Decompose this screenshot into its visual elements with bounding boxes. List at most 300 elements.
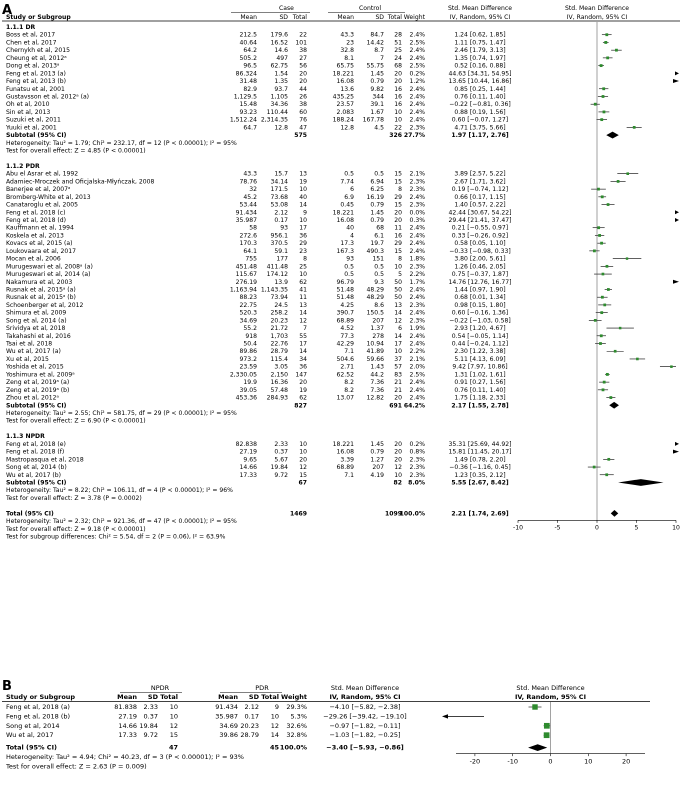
npdr-sd: 0.37 [143, 712, 158, 721]
point-estimate [601, 296, 604, 299]
control-mean: 68.89 [336, 464, 354, 472]
case-sd: 177 [276, 255, 288, 263]
effect-ci: 1.44 [0.97, 1.90] [454, 286, 506, 294]
weight: 2.3% [409, 317, 425, 325]
control-total: 57 [394, 363, 402, 371]
control-total: 15 [394, 247, 402, 255]
pdr-mean: 35.987 [215, 712, 238, 721]
case-sd: 258.2 [270, 309, 288, 317]
control-total: 8 [398, 255, 402, 263]
case-mean: 96.5 [243, 62, 257, 70]
weight: 2.4% [409, 394, 425, 402]
header-pdr: PDR [255, 684, 269, 692]
case-total: 20 [299, 78, 307, 86]
pdr-mean: 34.69 [219, 721, 238, 730]
control-total: 20 [394, 394, 402, 402]
case-mean: 35.987 [235, 217, 257, 224]
case-sd: 370.5 [270, 240, 288, 248]
point-estimate [603, 381, 606, 384]
control-total: 16 [394, 232, 402, 240]
study-name: Zhou et al, 2012ᵃ [6, 394, 59, 402]
study-name: Feng et al, 2018 (a) [6, 703, 70, 711]
case-total: 62 [299, 278, 307, 286]
point-estimate [614, 350, 617, 353]
weight: 29.3% [286, 703, 307, 711]
study-name: Yoshida et al, 2015 [6, 363, 64, 371]
case-total: 19 [299, 386, 307, 394]
point-estimate [544, 723, 550, 729]
heterogeneity-text: Heterogeneity: Tau² = 2.55; Chi² = 581.75, df = 29 (P < 0.00001); I² = 95% [6, 410, 237, 417]
case-sd: 2.33 [274, 440, 288, 448]
subtotal-ci: 5.55 [2.67, 8.42] [451, 479, 509, 487]
ci-arrow [675, 71, 679, 75]
control-sd: 1.67 [370, 108, 384, 116]
case-total: 14 [299, 201, 307, 209]
weight: 2.4% [409, 31, 425, 39]
npdr-total: 15 [169, 731, 178, 740]
effect-ci: −4.10 [−5.82, −2.38] [329, 703, 401, 711]
study-name: Nakamura et al, 2003 [6, 278, 73, 286]
control-sd: 8.7 [374, 47, 384, 55]
study-name: Suzuki et al, 2011 [6, 116, 61, 124]
subtotal-control-total: 326 [389, 132, 402, 140]
study-name: Song et al, 2014 (a) [6, 317, 67, 325]
case-mean: 170.3 [239, 240, 257, 248]
case-total: 20 [299, 379, 307, 387]
case-mean: 1,129.5 [233, 93, 257, 101]
subgroup-title: 1.1.1 DR [6, 24, 36, 31]
effect-ci: 0.33 [−0.26, 0.92] [451, 232, 509, 240]
study-name: Loukovaara et al, 2017 [6, 247, 77, 255]
control-mean: 51.48 [336, 294, 354, 302]
control-mean: 504.6 [336, 355, 354, 363]
control-sd: 344 [372, 93, 384, 101]
pdr-sd: 20.23 [240, 721, 259, 730]
weight: 1.8% [409, 255, 425, 263]
control-mean: 16.08 [336, 448, 354, 456]
weight: 32.6% [286, 721, 307, 730]
effect-ci: 13.65 [10.44, 16.86] [448, 78, 512, 86]
study-name: Bromberg-White et al, 2013 [6, 193, 91, 201]
npdr-sd: 9.72 [143, 731, 158, 740]
case-mean: 22.75 [239, 301, 257, 309]
point-estimate [594, 103, 597, 106]
case-total: 10 [299, 217, 307, 224]
effect-ci: 44.63 [34.31, 54.95] [448, 70, 512, 78]
npdr-mean: 81.838 [114, 703, 137, 711]
total-diamond-b [528, 744, 547, 751]
study-name: Mastropasqua et al, 2018 [6, 456, 84, 464]
case-mean: 91.434 [235, 209, 257, 217]
study-name: Feng et al, 2018 (d) [6, 217, 67, 224]
pdr-sd: 2.12 [244, 703, 259, 711]
subtotal-case-total: 67 [298, 479, 307, 487]
point-estimate [602, 87, 605, 90]
control-total: 10 [394, 108, 402, 116]
case-total: 25 [299, 263, 307, 271]
control-total: 68 [394, 62, 402, 70]
study-name: Tsai et al, 2018 [6, 340, 53, 348]
control-mean: 51.48 [336, 286, 354, 294]
control-mean: 0.5 [344, 271, 354, 279]
case-mean: 93.23 [239, 108, 257, 116]
case-total: 20 [299, 456, 307, 464]
control-total: 12 [394, 317, 402, 325]
control-total: 50 [394, 286, 402, 294]
effect-ci: −1.03 [−1.82, −0.25] [329, 731, 401, 740]
effect-ci: 0.76 [0.11, 1.40] [454, 93, 506, 101]
control-total: 20 [394, 456, 402, 464]
x-tick-label-b: 20 [621, 757, 631, 766]
study-name: Yoshimura et al, 2009ᵃ [6, 371, 75, 379]
control-sd: 7.36 [370, 386, 384, 394]
point-estimate [615, 49, 618, 52]
control-total: 15 [394, 178, 402, 186]
point-estimate [598, 234, 601, 237]
total-ci: 2.21 [1.74, 2.69] [451, 510, 509, 518]
case-sd: 28.79 [270, 348, 288, 356]
weight: 2.3% [409, 186, 425, 194]
case-mean: 2,330.05 [229, 371, 257, 379]
weight: 2.3% [409, 456, 425, 464]
control-sd: 0.79 [370, 78, 384, 86]
point-estimate [602, 95, 605, 98]
point-estimate [607, 203, 610, 206]
case-mean: 34.69 [239, 317, 257, 325]
study-name: Funatsu et al, 2001 [6, 85, 65, 93]
weight: 0.8% [409, 448, 425, 456]
case-sd: 34.36 [270, 101, 288, 109]
heterogeneity-text: Heterogeneity: Tau² = 1.79; Chi² = 232.17, df = 12 (P < 0.00001); I² = 95% [6, 139, 237, 147]
case-total: 10 [299, 440, 307, 448]
header-sd-pdr: SD [248, 693, 259, 701]
control-total: 37 [394, 355, 402, 363]
weight: 2.4% [409, 193, 425, 201]
study-name: Feng et al, 2018 (e) [6, 440, 66, 448]
study-name: Banerjee et al, 2007ᵃ [6, 186, 71, 194]
case-sd: 497 [276, 54, 288, 62]
footer-text-b: Test for overall effect: Z = 2.63 (P = 0.009) [6, 762, 147, 771]
control-mean: 65.75 [336, 62, 354, 70]
weight: 2.4% [409, 340, 425, 348]
effect-ci: 42.44 [30.67, 54.22] [448, 209, 512, 217]
weight: 2.1% [409, 355, 425, 363]
case-mean: 58 [249, 224, 257, 232]
ci-arrow [673, 79, 679, 83]
control-mean: 17.3 [340, 240, 354, 248]
control-mean: 23.57 [336, 101, 354, 109]
effect-ci: 2.93 [1.20, 4.67] [454, 325, 506, 333]
case-total: 17 [299, 340, 307, 348]
pdr-total: 12 [270, 721, 279, 730]
effect-ci: 0.66 [0.17, 1.15] [454, 193, 506, 201]
point-estimate [600, 118, 603, 121]
case-mean: 64.1 [243, 247, 257, 255]
control-total: 16 [394, 93, 402, 101]
npdr-mean: 17.33 [118, 731, 137, 740]
control-sd: 0.5 [374, 170, 384, 178]
control-total: 20 [394, 70, 402, 78]
weight: 0.2% [409, 440, 425, 448]
case-sd: 13.9 [274, 278, 288, 286]
case-total: 13 [299, 301, 307, 309]
case-total: 8 [303, 255, 307, 263]
case-sd: 171.5 [270, 186, 288, 194]
effect-ci: 1.26 [0.46, 2.05] [454, 263, 506, 271]
pdr-total: 9 [274, 703, 279, 711]
effect-ci: 0.98 [0.15, 1.80] [454, 301, 506, 309]
x-tick-label: 5 [634, 524, 639, 532]
ci-arrow [675, 218, 679, 222]
control-mean: 4.25 [340, 301, 354, 309]
subtotal-label: Subtotal (95% CI) [6, 132, 67, 140]
case-sd: 34.14 [270, 178, 288, 186]
header-control: Control [359, 5, 382, 12]
effect-ci: 0.76 [0.11, 1.40] [454, 386, 506, 394]
point-estimate [594, 319, 597, 322]
weight: 2.2% [409, 348, 425, 356]
header-study: Study or Subgroup [6, 14, 71, 21]
study-name: Murugeswari et al, 2008ᵃ (a) [6, 263, 93, 271]
point-estimate [633, 126, 636, 129]
header-ci-plot: IV, Random, 95% CI [566, 14, 628, 21]
pdr-sd: 0.17 [244, 712, 259, 721]
weight: 2.1% [409, 170, 425, 178]
header-sd-control: SD [375, 14, 384, 21]
total-case: 1469 [290, 510, 307, 518]
control-sd: 55.75 [366, 62, 384, 70]
study-name: Srividya et al, 2018 [6, 325, 66, 333]
case-total: 14 [299, 348, 307, 356]
study-name: Song et al, 2014 (b) [6, 464, 67, 472]
study-name: Sin et al, 2013 [6, 108, 51, 116]
total-control: 1099 [385, 510, 402, 518]
effect-ci: 0.52 [0.16, 0.88] [454, 62, 506, 70]
control-total: 50 [394, 294, 402, 302]
case-mean: 14.66 [239, 464, 257, 472]
header-total-case: Total [292, 14, 307, 21]
study-name: Song et al, 2014 [6, 721, 60, 730]
control-sd: 167.78 [362, 116, 384, 124]
header-sd-npdr: SD [147, 693, 158, 701]
case-sd: 2,314.35 [260, 116, 288, 124]
case-mean: 453.36 [235, 394, 257, 402]
point-estimate [605, 33, 608, 36]
case-total: 26 [299, 93, 307, 101]
effect-ci: 1.23 [0.35, 2.12] [454, 471, 506, 479]
control-sd: 16.19 [366, 193, 384, 201]
point-estimate [619, 327, 621, 329]
control-mean: 8.1 [344, 54, 354, 62]
subgroup-title: 1.1.2 PDR [6, 162, 40, 170]
study-name: Wu et al, 2017 [6, 731, 54, 740]
control-sd: 278 [372, 332, 384, 340]
control-sd: 44.2 [370, 371, 384, 379]
effect-ci: 0.19 [−0.74, 1.12] [451, 186, 509, 194]
control-mean: 390.7 [336, 309, 354, 317]
header-smd-left: Std. Mean Difference [448, 5, 512, 12]
control-sd: 41.89 [366, 348, 384, 356]
header-total-control: Total [387, 14, 402, 21]
effect-ci: 3.89 [2.57, 5.22] [454, 170, 506, 178]
case-mean: 212.5 [239, 31, 257, 39]
study-name: Feng et al, 2018 (b) [6, 712, 71, 721]
header-total-npdr: Total [160, 693, 178, 701]
weight: 5.3% [290, 712, 307, 721]
effect-ci: 2.67 [1.71, 3.62] [454, 178, 506, 186]
case-mean: 43.3 [243, 170, 257, 178]
npdr-total: 12 [169, 721, 178, 730]
control-sd: 8.6 [374, 301, 384, 309]
case-sd: 57.48 [270, 386, 288, 394]
case-sd: 1.54 [274, 70, 288, 78]
weight: 0.2% [409, 70, 425, 78]
control-sd: 1.43 [370, 363, 384, 371]
weight: 2.5% [409, 371, 425, 379]
case-sd: 16.36 [270, 379, 288, 387]
control-sd: 1.37 [370, 325, 384, 333]
weight: 2.4% [409, 47, 425, 55]
control-total: 29 [394, 193, 402, 201]
case-sd: 73.94 [270, 294, 288, 302]
weight: 2.3% [409, 471, 425, 479]
study-name: Zeng et al, 2019ᵃ (a) [6, 379, 70, 387]
case-mean: 276.19 [235, 278, 257, 286]
case-total: 11 [299, 294, 307, 302]
point-estimate [544, 732, 550, 738]
total-ci-b: −3.40 [−5.93, −0.86] [326, 743, 404, 752]
effect-ci: 0.88 [0.19, 1.56] [454, 108, 506, 116]
subgroup-title: 1.1.3 NPDR [6, 433, 45, 441]
case-total: 147 [295, 371, 307, 379]
case-total: 60 [299, 108, 307, 116]
control-sd: 0.79 [370, 201, 384, 209]
control-sd: 39.1 [370, 101, 384, 109]
effect-ci: 1.75 [1.18, 2.33] [454, 394, 506, 402]
heterogeneity-text: Heterogeneity: Tau² = 8.22; Chi² = 106.11, df = 4 (P < 0.00001); I² = 96% [6, 487, 233, 495]
point-estimate [597, 188, 600, 191]
study-name: Boss et al, 2017 [6, 31, 56, 39]
control-total: 10 [394, 471, 402, 479]
control-sd: 10.94 [366, 340, 384, 348]
case-mean: 50.4 [243, 340, 257, 348]
effect-ci: 14.76 [12.76, 16.77] [448, 278, 512, 286]
case-sd: 0.17 [274, 217, 288, 224]
control-mean: 40 [346, 224, 354, 232]
case-mean: 40.64 [239, 39, 257, 47]
case-sd: 22.76 [270, 340, 288, 348]
control-mean: 7.1 [344, 471, 354, 479]
effect-ci: −0.36 [−1.16, 0.45] [449, 464, 511, 472]
control-sd: 7.36 [370, 379, 384, 387]
control-mean: 93 [346, 255, 354, 263]
effect-ci: 0.75 [−0.37, 1.87] [451, 271, 509, 279]
header-smd: Std. Mean Difference [565, 5, 629, 12]
case-mean: 64.7 [243, 124, 257, 132]
npdr-total: 10 [169, 712, 178, 721]
effect-ci: 1.31 [1.02, 1.61] [454, 371, 506, 379]
point-estimate [607, 288, 610, 291]
study-name: Schoenberger et al, 2012 [6, 301, 84, 309]
case-mean: 973.2 [239, 355, 257, 363]
effect-ci: 0.68 [0.01, 1.34] [454, 294, 506, 302]
pdr-mean: 91.434 [215, 703, 238, 711]
total-label-b: Total (95% CI) [6, 743, 57, 752]
control-total: 10 [394, 116, 402, 124]
weight: 2.4% [409, 54, 425, 62]
weight: 32.8% [286, 731, 307, 740]
case-sd: 179.6 [270, 31, 288, 39]
case-sd: 62.75 [270, 62, 288, 70]
point-estimate [603, 304, 606, 307]
study-name: Yuuki et al, 2001 [6, 124, 57, 132]
point-estimate [532, 704, 537, 709]
control-total: 13 [394, 301, 402, 309]
weight: 2.4% [409, 386, 425, 394]
pdr-mean: 39.86 [219, 731, 238, 740]
pdr-total: 14 [270, 731, 279, 740]
control-total: 51 [394, 39, 402, 47]
weight: 2.4% [409, 116, 425, 124]
study-name: Feng et al, 2013 (a) [6, 70, 66, 78]
case-total: 38 [299, 101, 307, 109]
effect-ci: 0.21 [−0.55, 0.97] [451, 224, 509, 232]
control-mean: 62.52 [336, 371, 354, 379]
point-estimate [603, 111, 606, 114]
effect-ci: 0.85 [0.25, 1.44] [454, 85, 506, 93]
header-ci-b: IV, Random, 95% CI [329, 693, 401, 701]
weight: 2.3% [409, 201, 425, 209]
case-sd: 1,703 [270, 332, 288, 340]
control-mean: 96.79 [336, 278, 354, 286]
case-total: 12 [299, 317, 307, 325]
header-ci-plot-b: IV, Random, 95% CI [515, 693, 586, 701]
control-mean: 2.083 [336, 108, 354, 116]
control-total: 14 [394, 332, 402, 340]
control-sd: 1.45 [370, 70, 384, 78]
effect-ci: −0.22 [−0.81, 0.36] [449, 101, 511, 109]
ci-arrow [675, 442, 679, 446]
subtotal-weight: 8.0% [408, 479, 425, 487]
study-name: Cheung et al, 2012ᵃ [6, 54, 67, 62]
total-weight-b: 100.0% [279, 743, 307, 752]
subtotal-control-total: 82 [393, 479, 402, 487]
control-total: 15 [394, 170, 402, 178]
control-mean: 0.45 [340, 201, 354, 209]
case-total: 41 [299, 286, 307, 294]
subtotal-case-total: 827 [294, 402, 307, 410]
case-total: 10 [299, 271, 307, 279]
case-mean: 755 [245, 255, 257, 263]
point-estimate [626, 257, 628, 259]
effect-ci: 1.49 [0.78, 2.20] [454, 456, 506, 464]
weight: 0.0% [409, 209, 425, 217]
case-mean: 15.48 [239, 101, 257, 109]
header-case: Case [279, 5, 294, 12]
header-total-pdr: Total [261, 693, 279, 701]
case-total: 47 [299, 124, 307, 132]
case-total: 15 [299, 471, 307, 479]
effect-ci: 1.24 [0.62, 1.85] [454, 31, 506, 39]
x-tick-label-b: 0 [548, 757, 553, 766]
subtotal-diamond [609, 402, 619, 409]
control-sd: 1.45 [370, 440, 384, 448]
case-sd: 284.93 [266, 394, 288, 402]
total-pdr: 45 [269, 743, 279, 752]
control-mean: 18.221 [332, 440, 354, 448]
control-sd: 207 [372, 464, 384, 472]
x-tick-label-b: -10 [507, 757, 519, 766]
